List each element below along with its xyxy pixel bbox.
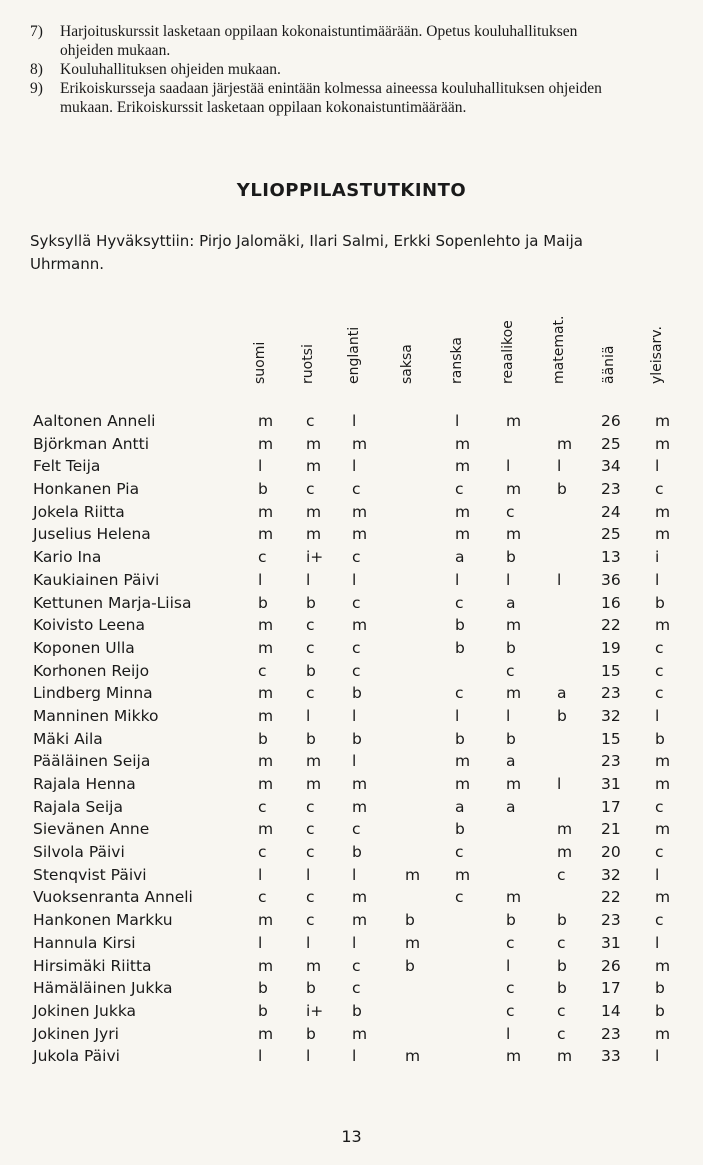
grade-cell: l [306,933,311,952]
section-heading: YLIOPPILASTUTKINTO [236,180,467,201]
grade-cell: c [258,548,267,567]
grade-cell: 32 [601,865,621,884]
grade-cell: 23 [601,752,621,771]
grade-cell: m [405,865,421,884]
grade-cell: b [352,684,362,703]
table-row [0,934,703,957]
grade-cell: l [258,457,263,476]
grade-cell: m [455,434,471,453]
grade-cell: c [258,843,267,862]
grade-cell: b [455,729,465,748]
grade-cell: l [306,1047,311,1066]
grade-cell: c [455,888,464,907]
footnote-text: Kouluhallituksen ohjeiden mukaan. [60,61,281,78]
student-name: Honkanen Pia [33,480,140,499]
grade-cell: a [506,593,516,612]
column-header: reaalikoe [500,320,516,384]
grade-cell: m [655,752,671,771]
footnote [30,22,630,60]
grade-cell: 24 [601,502,621,521]
grade-cell: m [352,434,368,453]
grade-cell: l [352,412,357,430]
grade-cell: m [352,775,368,793]
grade-cell: m [258,616,274,635]
grade-cell: b [655,729,665,748]
grade-cell: m [655,525,671,544]
footnote [30,79,630,117]
grade-cell: l [306,706,311,725]
grade-cell: c [352,480,361,499]
grade-cell: c [258,661,267,680]
grade-cell: m [258,434,274,453]
grade-cell: l [352,1047,357,1066]
table-row [0,457,703,480]
table-row [0,707,703,730]
grade-cell: b [306,661,316,680]
grade-cell: l [455,706,460,725]
grade-cell: l [506,706,511,725]
grade-cell: b [557,911,567,930]
grade-cell: c [306,480,315,499]
grade-cell: c [506,933,515,952]
grade-cell: m [258,752,274,771]
grade-cell: b [306,1024,316,1043]
column-header: saksa [399,344,415,384]
footnotes [30,22,630,117]
table-row [0,412,703,435]
table-row [0,684,703,707]
table-row [0,752,703,775]
grade-cell: c [352,820,361,839]
table-row [0,911,703,934]
grade-cell: m [655,616,671,635]
grade-cell: c [352,956,361,975]
student-name: Kaukiainen Päivi [33,570,160,589]
table-row [0,979,703,1002]
grade-cell: b [258,480,268,499]
table-row [0,662,703,685]
grade-cell: m [352,502,368,521]
grade-cell: m [455,865,471,884]
grade-cell: 14 [601,1001,621,1020]
table-row [0,571,703,594]
grade-cell: l [258,570,263,589]
grade-cell: b [352,729,362,748]
grade-cell: l [352,752,357,771]
grade-cell: c [455,684,464,703]
grade-cell: 15 [601,661,621,680]
grade-cell: l [352,706,357,725]
grade-cell: l [306,570,311,589]
grade-cell: 25 [601,525,621,544]
grade-cell: 15 [601,729,621,748]
grade-cell: m [352,888,368,907]
grade-cell: 20 [601,843,621,862]
grade-cell: b [455,616,465,635]
grade-cell: m [405,933,421,952]
grade-cell: m [655,502,671,521]
grade-cell: m [557,820,573,839]
grade-cell: 26 [601,412,621,430]
grade-cell: l [655,570,660,589]
grade-cell: m [506,775,522,793]
student-name: Lindberg Minna [33,684,153,703]
grade-cell: a [557,684,567,703]
grade-cell: m [352,1024,368,1043]
grade-cell: m [455,752,471,771]
student-name: Sievänen Anne [33,820,150,839]
grade-cell: c [306,797,315,816]
grade-cell: b [455,638,465,657]
grade-cell: c [306,412,315,430]
grade-cell: l [655,457,660,476]
table-row [0,1047,703,1070]
grade-cell: 32 [601,706,621,725]
student-name: Koivisto Leena [33,616,145,635]
student-name: Koponen Ulla [33,638,135,657]
grade-cell: c [306,684,315,703]
grade-cell: c [655,843,664,862]
student-name: Kettunen Marja-Liisa [33,593,192,612]
grade-cell: c [352,661,361,680]
grade-cell: l [506,570,511,589]
grade-cell: m [655,412,671,430]
grade-cell: 21 [601,820,621,839]
grade-cell: 25 [601,434,621,453]
grade-cell: m [352,911,368,930]
footnote-text: Harjoituskurssit lasketaan oppilaan kokonaistuntimäärään. Opetus kouluhallituksen ohjeiden mukaan. [60,23,578,59]
grade-cell: l [506,457,511,476]
student-name: Rajala Seija [33,797,123,816]
student-name: Jukola Päivi [33,1047,120,1066]
footnote [30,60,630,79]
table-row [0,525,703,548]
column-header: matemat. [551,315,567,384]
grade-cell: l [352,865,357,884]
grade-cell: m [506,888,522,907]
grade-cell: c [258,797,267,816]
grade-cell: b [258,729,268,748]
grade-cell: l [258,865,263,884]
grade-cell: l [258,933,263,952]
table-row [0,957,703,980]
column-header: yleisarv. [649,326,665,384]
grade-cell: m [352,797,368,816]
grade-cell: 23 [601,911,621,930]
table-row [0,843,703,866]
grade-cell: 36 [601,570,621,589]
grade-cell: 19 [601,638,621,657]
footnote-number: 9) [30,80,43,97]
table-row [0,775,703,798]
grade-cell: b [655,593,665,612]
student-name: Vuoksenranta Anneli [33,888,193,907]
grade-cell: m [557,843,573,862]
grade-cell: c [557,1024,566,1043]
grade-cell: m [258,820,274,839]
grade-cell: c [352,548,361,567]
grade-cell: 34 [601,457,621,476]
grade-cell: b [557,706,567,725]
table-row [0,1002,703,1025]
grade-cell: i+ [306,1001,324,1020]
grade-cell: c [506,1001,515,1020]
grade-cell: i [655,548,660,567]
grade-cell: m [455,525,471,544]
table-row [0,480,703,503]
grade-cell: b [306,593,316,612]
grade-cell: a [506,752,516,771]
grade-cell: b [352,1001,362,1020]
grade-cell: m [506,525,522,544]
grade-cell: m [557,1047,573,1066]
grade-cell: 31 [601,933,621,952]
grade-cell: c [506,502,515,521]
column-header: suomi [252,341,268,384]
grade-cell: c [455,480,464,499]
grade-cell: m [258,412,274,430]
grade-cell: m [306,956,322,975]
grade-cell: c [352,638,361,657]
grade-cell: m [455,457,471,476]
grade-cell: m [306,752,322,771]
grade-cell: m [352,525,368,544]
column-header: englanti [346,326,362,384]
grade-cell: m [506,480,522,499]
student-name: Manninen Mikko [33,706,159,725]
grade-cell: l [655,706,660,725]
grade-cell: m [258,1024,274,1043]
grade-cell: c [655,684,664,703]
grade-cell: m [506,1047,522,1066]
grade-cell: m [655,1024,671,1043]
table-row [0,866,703,889]
grade-cell: l [655,933,660,952]
footnote-text: Erikoiskursseja saadaan järjestää enintään kolmessa aineessa kouluhallituksen ohjeiden mukaan. Erikoiskurssit lasketaan oppilaan kokonaistuntimäärään. [60,80,602,116]
grade-cell: a [506,797,516,816]
grade-cell: b [506,548,516,567]
grade-cell: m [258,502,274,521]
grade-cell: 33 [601,1047,621,1066]
grade-cell: l [455,570,460,589]
column-header: ranska [449,337,465,384]
grade-cell: c [258,888,267,907]
grade-cell: m [352,616,368,635]
student-name: Stenqvist Päivi [33,865,147,884]
grade-cell: b [258,1001,268,1020]
grade-cell: l [557,457,562,476]
grade-cell: m [306,434,322,453]
grade-cell: c [455,593,464,612]
grade-cell: m [258,638,274,657]
intro-paragraph: Syksyllä Hyväksyttiin: Pirjo Jalomäki, Ilari Salmi, Erkki Sopenlehto ja Maija Uhrmann. [30,232,583,273]
student-name: Mäki Aila [33,729,103,748]
student-name: Pääläinen Seija [33,752,151,771]
grade-cell: m [655,775,671,793]
grade-cell: m [258,956,274,975]
grade-cell: c [557,1001,566,1020]
grade-cell: m [506,616,522,635]
student-name: Kario Ina [33,548,102,567]
grade-cell: m [258,775,274,793]
grade-cell: c [506,661,515,680]
grade-cell: 23 [601,1024,621,1043]
table-row [0,798,703,821]
grade-cell: m [655,434,671,453]
grade-cell: m [258,706,274,725]
student-name: Hankonen Markku [33,911,173,930]
grade-cell: c [306,843,315,862]
grade-cell: 17 [601,797,621,816]
results-table [0,412,703,1070]
grade-cell: m [258,525,274,544]
grade-cell: c [352,979,361,998]
grade-cell: m [506,684,522,703]
grade-cell: c [655,638,664,657]
grade-cell: b [655,979,665,998]
grade-cell: c [655,797,664,816]
grade-cell: l [455,412,460,430]
grade-cell: m [306,525,322,544]
table-row [0,503,703,526]
grade-cell: m [655,820,671,839]
grade-cell: l [506,1024,511,1043]
column-header: ruotsi [300,344,316,384]
grade-cell: c [557,933,566,952]
grade-cell: c [306,888,315,907]
grade-cell: b [258,593,268,612]
grade-cell: 17 [601,979,621,998]
grade-cell: l [352,933,357,952]
grade-cell: m [506,412,522,430]
table-row [0,548,703,571]
grade-cell: b [655,1001,665,1020]
grade-cell: c [455,843,464,862]
grade-cell: l [655,1047,660,1066]
grade-cell: m [306,775,322,793]
grade-cell: c [655,661,664,680]
grade-cell: l [306,865,311,884]
grade-cell: b [258,979,268,998]
grade-cell: 26 [601,956,621,975]
grade-cell: b [557,979,567,998]
grade-cell: b [455,820,465,839]
student-name: Hämäläinen Jukka [33,979,173,998]
grade-cell: c [306,616,315,635]
grade-cell: 13 [601,548,621,567]
grade-cell: m [455,775,471,793]
grade-cell: b [352,843,362,862]
student-name: Björkman Antti [33,434,150,453]
table-row [0,594,703,617]
grade-cell: l [352,570,357,589]
grade-cell: c [655,480,664,499]
student-name: Hirsimäki Riitta [33,956,152,975]
grade-cell: b [557,956,567,975]
grade-cell: m [306,502,322,521]
student-name: Jokela Riitta [33,502,125,521]
grade-cell: m [655,956,671,975]
student-name: Jokinen Jyri [33,1024,119,1043]
table-row [0,1025,703,1048]
grade-cell: 31 [601,775,621,793]
table-row [0,730,703,753]
student-name: Jokinen Jukka [33,1001,137,1020]
grade-cell: l [352,457,357,476]
grade-cell: 22 [601,616,621,635]
grade-cell: m [405,1047,421,1066]
grade-cell: i+ [306,548,324,567]
grade-cell: l [506,956,511,975]
grade-cell: 23 [601,480,621,499]
column-header: ääniä [601,345,617,384]
table-row [0,616,703,639]
page-number: 13 [341,1127,362,1146]
grade-cell: l [258,1047,263,1066]
student-name: Hannula Kirsi [33,933,136,952]
student-name: Felt Teija [33,457,101,476]
grade-cell: b [557,480,567,499]
grade-cell: c [306,638,315,657]
student-name: Aaltonen Anneli [33,412,156,430]
grade-cell: m [455,502,471,521]
grade-cell: b [306,729,316,748]
student-name: Silvola Päivi [33,843,125,862]
table-row [0,435,703,458]
grade-cell: b [506,911,516,930]
grade-cell: b [405,956,415,975]
grade-cell: a [455,797,465,816]
grade-cell: l [557,570,562,589]
grade-cell: m [258,684,274,703]
table-row [0,888,703,911]
student-name: Korhonen Reijo [33,661,150,680]
grade-cell: m [306,457,322,476]
grade-cell: m [258,911,274,930]
grade-cell: c [306,911,315,930]
grade-cell: l [655,865,660,884]
grade-cell: b [405,911,415,930]
footnote-number: 7) [30,23,43,40]
table-row [0,820,703,843]
grade-cell: 23 [601,684,621,703]
grade-cell: c [306,820,315,839]
grade-cell: m [655,888,671,907]
table-row [0,639,703,662]
grade-cell: l [557,775,562,793]
grade-cell: c [352,593,361,612]
student-name: Juselius Helena [33,525,151,544]
grade-cell: c [557,865,566,884]
student-name: Rajala Henna [33,775,136,793]
grade-cell: b [506,729,516,748]
grade-cell: c [655,911,664,930]
footnote-number: 8) [30,61,43,78]
grade-cell: 22 [601,888,621,907]
grade-cell: m [557,434,573,453]
grade-cell: b [506,638,516,657]
grade-cell: c [506,979,515,998]
grade-cell: b [306,979,316,998]
grade-cell: a [455,548,465,567]
grade-cell: 16 [601,593,621,612]
